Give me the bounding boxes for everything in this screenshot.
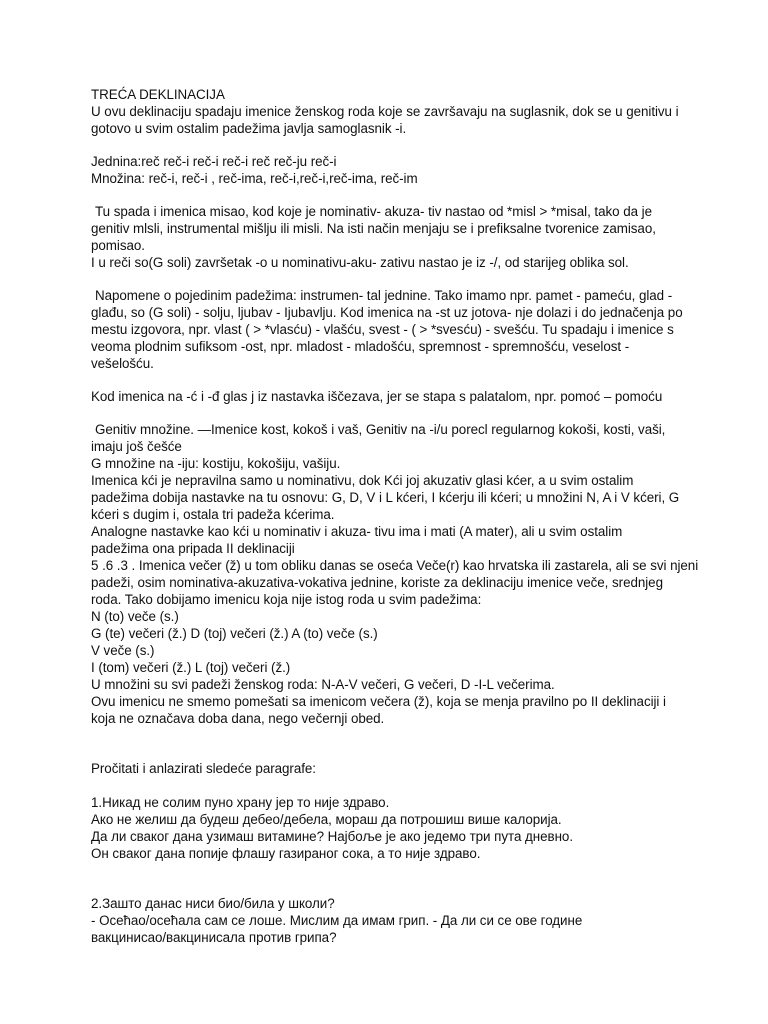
text-line: G množine na -iju: kostiju, kokošiju, vašiju. xyxy=(91,456,341,471)
text-line: Tu spada i imenica misao, kod koje je nominativ- akuza- tiv nastao od *misl > *misal, tako da je xyxy=(95,204,652,219)
text-line: U ovu deklinaciju spadaju imenice ženskog roda koje se završavaju na suglasnik, dok se u genitivu i xyxy=(91,104,679,119)
text-line: U množini su svi padeži ženskog roda: N-A-V večeri, G večeri, D -I-L večerima. xyxy=(91,677,555,692)
text-line: 2.Зашто данас ниси био/била у школи? xyxy=(91,896,335,911)
text-line: gotovo u svim ostalim padežima javlja samoglasnik -i. xyxy=(91,121,407,136)
section-title: TREĆA DEKLINACIJA xyxy=(91,87,225,102)
text-line: padeži, osim nominativa-akuzativa-vokativa jednine, koriste za deklinaciju imenice veče, srednjeg xyxy=(91,575,663,590)
text-line: Genitiv množine. —Imenice kost, kokoš i vaš, Genitiv na -i/u porecl regularnog kokoši, kosti, vaši, xyxy=(95,422,666,437)
text-line: vešelošću. xyxy=(91,356,154,371)
text-line: imaju još češće xyxy=(91,439,182,454)
text-line: V veče (s.) xyxy=(91,643,155,658)
text-line: 1.Никад не солим пуно храну јер то није здраво. xyxy=(91,795,390,810)
text-line: mestu izgovora, npr. vlast ( > *vlasću) - vlašću, svest - ( > *svesću) - svešću. Tu spadaju i imenice s xyxy=(91,322,674,337)
text-line: roda. Tako dobijamo imenicu koja nije istog roda u svim padežima: xyxy=(91,592,482,607)
text-line: Množina: reč-i, reč-i , reč-ima, reč-i,reč-i,reč-ima, reč-im xyxy=(91,171,418,186)
text-line: pomisao. xyxy=(91,238,145,253)
text-line: Ако не желиш да будеш дебео/дебела, мораш да потрошиш више калорија. xyxy=(91,812,562,827)
text-line: - Осећао/осећала сам се лоше. Мислим да имам грип. - Да ли си се ове године xyxy=(91,913,583,928)
text-line: Да ли сваког дана узимаш витамине? Најбоље је ако једемо три пута дневно. xyxy=(91,829,573,844)
text-line: 5 .6 .3 . Imenica večer (ž) u tom obliku danas se oseća Veče(r) kao hrvatska ili zastarela, ali se svi njeni xyxy=(91,558,699,573)
text-line: Imenica kći je nepravilna samo u nominativu, dok Kći joj akuzativ glasi kćer, a u svim ostalim xyxy=(91,473,634,488)
text-line: genitiv mlsli, instrumental mišlju ili misli. Na isti način menjaju se i prefiksalne tvorenice zamisao, xyxy=(91,221,656,236)
exercise-heading: Pročitati i anlazirati sledeće paragrafe: xyxy=(91,761,316,776)
text-line: Napomene o pojedinim padežima: instrumen- tal jednine. Tako imamo npr. pamet - pameću, glad - xyxy=(95,288,673,303)
text-line: padežima ona pripada II deklinaciji xyxy=(91,541,295,556)
text-line: Ovu imenicu ne smemo pomešati sa imenicom večera (ž), koja se menja pravilno po II deklinaciji i xyxy=(91,694,666,709)
text-line: padežima dobija nastavke na tu osnovu: G, D, V i L kćeri, I kćerju ili kćeri; u množini N, A i V kćeri, G xyxy=(91,490,680,505)
text-line: kćeri s dugim i, ostala tri padeža kćerima. xyxy=(91,507,335,522)
text-line: Kod imenica na -ć i -đ glas j iz nastavka iščezava, jer se stapa s palatalom, npr. pomoć – pomoću xyxy=(91,389,663,404)
text-line: G (te) večeri (ž.) D (toj) večeri (ž.) A (to) veče (s.) xyxy=(91,626,378,641)
text-line: I u reči so(G soli) završetak -o u nominativu-aku- zativu nastao je iz -/, od starijeg oblika sol. xyxy=(91,255,629,270)
text-line: I (tom) večeri (ž.) L (toj) večeri (ž.) xyxy=(91,660,291,675)
text-line: koja ne označava doba dana, nego večernji obed. xyxy=(91,711,385,726)
text-line: glađu, so (G soli) - solju, ljubav - Ijubavlju. Kod imenica na -st uz jotova- nje dolazi i do jednačenja po xyxy=(91,305,683,320)
text-line: вакцинисао/вакцинисала против грипа? xyxy=(91,930,337,945)
text-line: veoma plodnim sufiksom -ost, npr. mladost - mladošću, spremnost - spremnošću, veselost - xyxy=(91,339,630,354)
text-line: Jednina:reč reč-i reč-i reč-i reč reč-ju reč-i xyxy=(91,154,337,169)
text-line: N (to) veče (s.) xyxy=(91,609,179,624)
text-line: Analogne nastavke kao kći u nominativ i akuza- tivu ima i mati (A mater), ali u svim ostalim xyxy=(91,524,623,539)
text-line: Он сваког дана попије флашу газираног сока, а то није здраво. xyxy=(91,846,481,861)
